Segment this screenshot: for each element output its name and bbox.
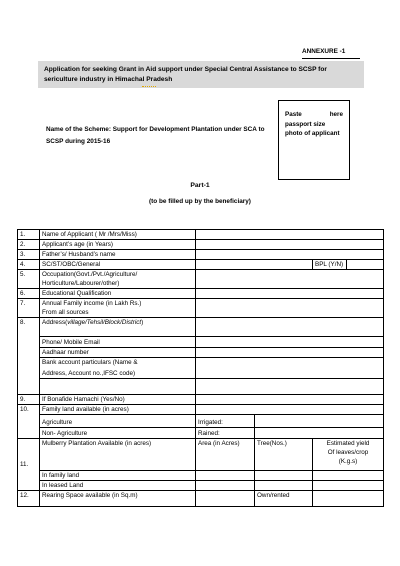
filled-by-note: (to be filled up by the beneficiary) [149,198,251,205]
applicant-form-table [17,229,384,507]
address-label-pre: Address( [42,319,68,326]
father-husband-name-field[interactable] [196,250,384,260]
row-number: 6. [18,289,40,299]
table-row [18,337,384,348]
table-row [18,230,384,240]
field-label [40,299,196,318]
spacer-field [196,379,384,395]
field-label: Educational Qualification [40,289,196,299]
row-number: 12. [18,491,40,507]
bank-field[interactable] [196,358,384,368]
address-label-post: ) [141,319,144,326]
table-row [18,270,384,289]
row-number: 1. [18,230,40,240]
tree-header: Tree(Nos.) [255,439,313,471]
irrigated-field[interactable] [255,415,384,428]
table-row [18,250,384,260]
own-rented-field[interactable] [313,491,384,507]
bpl-label: BPL (Y/N) [315,260,347,269]
scheme-name: Name of the Scheme: Support for Development Plantation under SCA to SCSP during 2015-16 [46,126,265,145]
address-label-italic: village/Tehsil/Block/District [67,319,142,326]
row-number: 9. [18,395,40,405]
field-label: In leased Land [40,481,196,491]
row-number: 4. [18,260,40,270]
field-label: Father’s/ Husband’s name [40,250,196,260]
yield-header-line2: Of leaves/crop [327,449,369,456]
field-label: Name of Applicant ( Mr /Mrs/Miss) [40,230,196,240]
leased-area-field[interactable] [196,481,255,491]
field-label [40,318,196,337]
table-row [18,395,384,405]
income-field[interactable] [196,299,384,318]
applicant-name-field[interactable] [196,230,384,240]
category-field[interactable] [196,260,313,270]
table-row [18,260,384,270]
occupation-field[interactable] [196,270,384,289]
phone-email-field[interactable] [196,337,384,348]
table-row [18,299,384,318]
address-field[interactable] [196,318,384,337]
field-label: Phone/ Mobile Email [40,337,196,348]
leased-tree-field[interactable] [255,481,313,491]
yield-header-line1: Estimated yield [326,440,370,447]
table-row [18,348,384,358]
photo-here: here [329,111,343,118]
field-label: Applicant’s age (in Years) [40,240,196,250]
row-number: 7. [18,299,40,318]
row-number: 10. [18,405,40,439]
leased-yield-field[interactable] [313,481,384,491]
family-yield-field[interactable] [313,471,384,481]
part-heading: Part-1 [190,182,210,189]
table-row [18,415,384,428]
family-land-field[interactable] [196,405,384,415]
yield-header [313,439,384,471]
row-number: 8. [18,318,40,395]
photo-paste: Paste [285,111,302,118]
own-rented-label: Own/rented [255,491,313,507]
income-label-line2: From all sources [42,309,89,316]
age-field[interactable] [196,240,384,250]
occupation-label-line1: Occupation(Govt./Pvt./Agriculture/ [42,271,138,278]
row-number: 11. [18,439,40,491]
row-number: 5. [18,270,40,289]
spacer-cell [40,379,196,395]
rained-label: Rained: [196,428,255,439]
income-label-line1: Annual Family income (in Lakh Rs.) [42,300,142,307]
field-label: Mulberry Plantation Available (in acres) [40,439,196,471]
table-row [18,240,384,250]
field-label: Agriculture [40,415,196,428]
bank-field-cont[interactable] [196,367,384,379]
photo-instructions: passport size photo of applicant [285,120,340,137]
field-label: Aadhaar number [40,348,196,358]
field-label: Family land available (in acres) [40,405,196,415]
table-row [18,289,384,299]
bpl-field[interactable] [313,260,384,270]
education-field[interactable] [196,289,384,299]
aadhaar-field[interactable] [196,348,384,358]
photo-box[interactable] [278,100,350,180]
family-area-field[interactable] [196,471,255,481]
table-row [18,491,384,507]
rearing-space-field[interactable] [196,491,255,507]
yield-header-line3: (K.g.s) [338,458,358,465]
area-header: Area (in Acres) [196,439,255,471]
field-label: Bank account particulars (Name & [40,358,196,368]
table-row [18,358,384,368]
field-label: Non- Agriculture [40,428,196,439]
table-row [18,405,384,415]
table-row [18,481,384,491]
field-label: If Bonafide Hamachi (Yes/No) [40,395,196,405]
table-row [18,318,384,337]
rained-field[interactable] [255,428,384,439]
table-row [18,379,384,395]
irrigated-label: Irrigated: [196,415,255,428]
row-number: 3. [18,250,40,260]
field-label: Address, Account no.,IFSC code) [40,367,196,379]
table-row [18,367,384,379]
title-underline-mark [142,86,156,87]
row-number: 2. [18,240,40,250]
field-label: SC/ST/OBC/General [40,260,196,270]
field-label: In family land [40,471,196,481]
table-row [18,428,384,439]
occupation-label-line2: Horticulture/Labourer/other) [42,280,120,287]
family-tree-field[interactable] [255,471,313,481]
table-row [18,471,384,481]
hamachi-field[interactable] [196,395,384,405]
field-label: Rearing Space available (in Sq.m) [40,491,196,507]
field-label [40,270,196,289]
annexure-label: ANNEXURE -1 [302,47,360,59]
application-title: Application for seeking Grant in Aid support under Special Central Assistance to SCSP for sericulture industry in Himachal Pradesh [38,61,364,88]
table-row [18,439,384,471]
